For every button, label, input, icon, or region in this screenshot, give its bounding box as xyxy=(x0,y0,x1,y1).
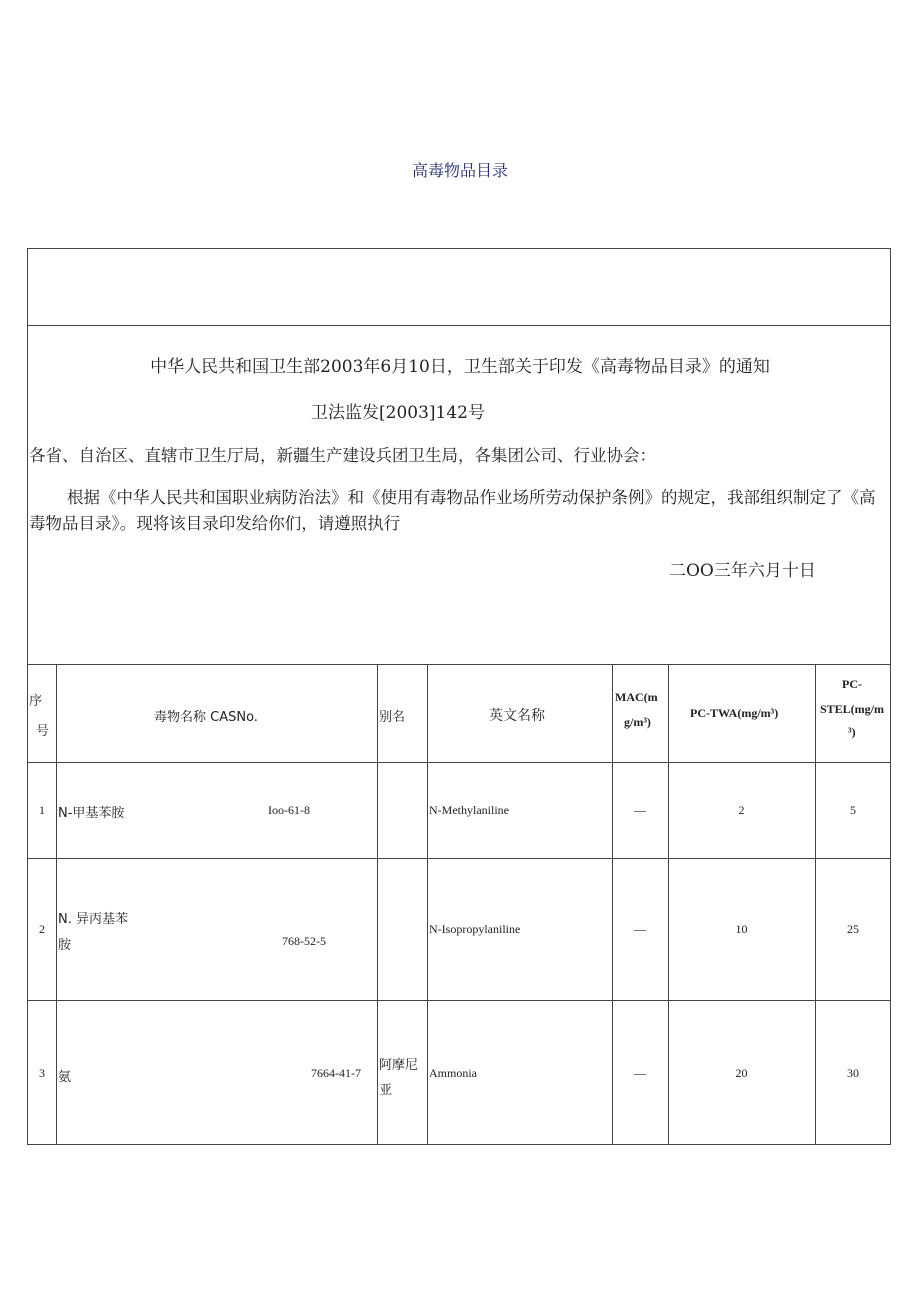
row-1-pc-twa: 2 xyxy=(738,803,745,817)
header-seq-line2: 号 xyxy=(36,724,50,739)
header-seq-line1: 序 xyxy=(29,694,43,709)
row-2-mac: — xyxy=(634,922,646,936)
row-2-cas: 768-52-5 xyxy=(282,934,326,948)
row-1-seq: 1 xyxy=(39,803,45,817)
notice-heading: 中华人民共和国卫生部2003年6月10日，卫生部关于印发《高毒物品目录》的通知 xyxy=(150,357,770,377)
row-1-cas: Ioo-61-8 xyxy=(268,803,310,817)
row-2-pc-twa: 10 xyxy=(735,922,748,936)
header-alias: 别名 xyxy=(379,710,406,725)
row-3-name: 氨 xyxy=(58,1070,72,1085)
divider-row-2 xyxy=(27,858,891,859)
header-pc-stel-line1: PC- xyxy=(842,677,862,691)
notice-date: 二OO三年六月十日 xyxy=(669,561,816,581)
row-3-pc-twa: 20 xyxy=(735,1066,748,1080)
divider-row-3 xyxy=(27,1000,891,1001)
row-1-mac: — xyxy=(634,803,646,817)
row-2-name-line1: N. 异丙基苯 xyxy=(58,912,128,927)
page-title: 高毒物品目录 xyxy=(411,161,508,180)
column-divider xyxy=(377,664,378,1145)
row-3-alias-line1: 阿摩尼 xyxy=(379,1058,419,1073)
header-mac-line2: g/m³) xyxy=(624,715,651,729)
row-3-pc-stel: 30 xyxy=(847,1066,859,1080)
salutation: 各省、自治区、直辖市卫生厅局，新疆生产建设兵团卫生局，各集团公司、行业协会： xyxy=(29,446,656,465)
column-divider xyxy=(427,664,428,1145)
row-3-english: Ammonia xyxy=(429,1066,477,1080)
header-mac-line1: MAC(m xyxy=(615,690,658,704)
row-1-name: N-甲基苯胺 xyxy=(58,806,125,821)
row-3-seq: 3 xyxy=(39,1066,45,1080)
divider-top-section xyxy=(27,325,891,326)
header-pc-twa: PC-TWA(mg/m³) xyxy=(690,706,779,720)
header-pc-stel-line3: ³) xyxy=(848,725,856,739)
document-frame xyxy=(27,248,891,1145)
row-3-alias-line2: 亚 xyxy=(379,1083,393,1098)
column-divider xyxy=(56,664,57,1145)
row-3-cas: 7664-41-7 xyxy=(311,1066,361,1080)
divider-table-header xyxy=(27,664,891,665)
row-2-name-line2: 胺 xyxy=(58,938,72,953)
header-english-name: 英文名称 xyxy=(489,708,545,724)
row-2-pc-stel: 25 xyxy=(847,922,859,936)
row-2-seq: 2 xyxy=(39,922,45,936)
notice-body: 根据《中华人民共和国职业病防治法》和《使用有毒物品作业场所劳动保护条例》的规定，我部组织制定了《高毒物品目录》。现将该目录印发给你们，请遵照执行 xyxy=(29,488,876,533)
row-2-english: N-Isopropylaniline xyxy=(429,922,521,936)
row-1-english: N-Methylaniline xyxy=(429,803,509,817)
document-number: 卫法监发[2003]142号 xyxy=(311,403,485,423)
row-1-pc-stel: 5 xyxy=(850,803,856,817)
row-3-mac: — xyxy=(634,1066,646,1080)
header-name-cas: 毒物名称 CASNo. xyxy=(154,710,258,725)
header-pc-stel-line2: STEL(mg/m xyxy=(820,702,885,716)
divider-row-1 xyxy=(27,762,891,763)
